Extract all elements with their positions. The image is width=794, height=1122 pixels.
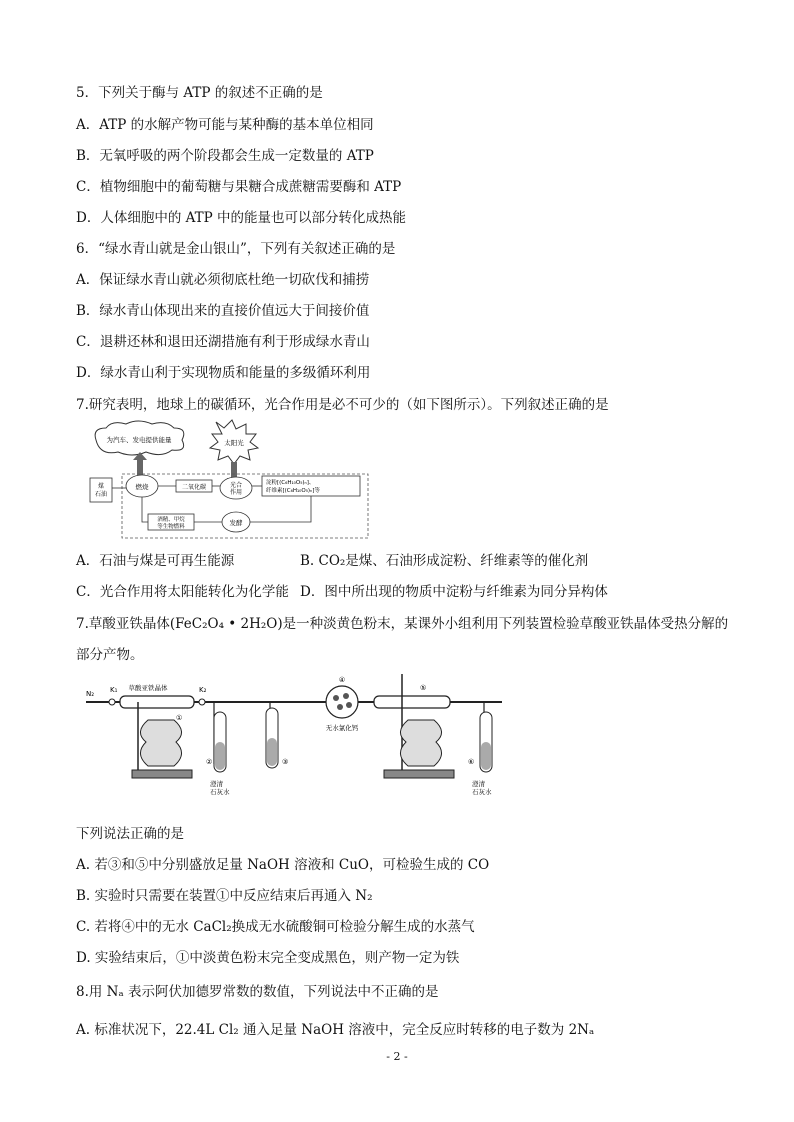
co2-label: 二氧化碳 bbox=[181, 484, 207, 491]
lime-water-1-label: 澄清石灰水 bbox=[210, 780, 230, 796]
q7b-option-c: C. 若将④中的无水 CaCl₂换成无水硫酸铜可检验分解生成的水蒸气 bbox=[76, 919, 475, 935]
tube-5 bbox=[374, 696, 450, 708]
photosynthesis-label: 光合作用 bbox=[229, 482, 243, 496]
coal-box bbox=[90, 478, 112, 502]
k1-label: K₁ bbox=[110, 686, 118, 694]
q7b-stem-line1: 7.草酸亚铁晶体(FeC₂O₄ • 2H₂O)是一种淡黄色粉末，某课外小组利用下列装置检验草酸亚铁晶体受热分解的 bbox=[76, 616, 729, 632]
q7a-option-b: B. CO₂是煤、石油形成淀粉、纤维素等的催化剂 bbox=[300, 553, 589, 569]
q7a-stem: 7.研究表明，地球上的碳循环，光合作用是必不可少的（如下图所示）。下列叙述正确的是 bbox=[76, 397, 609, 413]
apparatus-diagram bbox=[84, 672, 504, 806]
marker-2: ② bbox=[206, 758, 213, 766]
q7b-option-a: A. 若③和⑤中分别盛放足量 NaOH 溶液和 CuO，可检验生成的 CO bbox=[76, 857, 490, 873]
q6-option-c: C．退耕还林和退田还湖措施有利于形成绿水青山 bbox=[76, 334, 370, 350]
k1-valve-icon bbox=[109, 699, 115, 705]
q7b-lead: 下列说法正确的是 bbox=[76, 826, 184, 842]
q5-option-c: C．植物细胞中的葡萄糖与果糖合成蔗糖需要酶和 ATP bbox=[76, 179, 402, 195]
page-number: - 2 - bbox=[386, 1050, 408, 1063]
marker-1: ① bbox=[176, 714, 183, 722]
q5-option-d: D．人体细胞中的 ATP 中的能量也可以部分转化成热能 bbox=[76, 210, 407, 226]
sun-label: 太阳光 bbox=[224, 439, 244, 447]
q6-stem: 6．“绿水青山就是金山银山”，下列有关叙述正确的是 bbox=[76, 241, 396, 257]
q8-option-a: A. 标准状况下，22.4L Cl₂ 通入足量 NaOH 溶液中，完全反应时转移的电子数为 2Nₐ bbox=[76, 1022, 595, 1038]
marker-4: ④ bbox=[338, 676, 346, 684]
burner-5-icon bbox=[400, 720, 441, 766]
burner-1-icon bbox=[140, 720, 181, 766]
burn-label: 燃烧 bbox=[135, 483, 149, 491]
q5-option-a: A．ATP 的水解产物可能与某种酶的基本单位相同 bbox=[76, 117, 374, 133]
q5-option-b: B．无氧呼吸的两个阶段都会生成一定数量的 ATP bbox=[76, 148, 374, 164]
q6-option-b: B．绿水青山体现出来的直接价值远大于间接价值 bbox=[76, 303, 370, 319]
cacl2-label: 无水氯化钙 bbox=[325, 724, 359, 732]
q7a-option-d: D．图中所出现的物质中淀粉与纤维素为同分异构体 bbox=[300, 584, 608, 600]
coal-label: 煤石油 bbox=[94, 483, 108, 498]
q7a-option-a: A．石油与煤是可再生能源 bbox=[76, 553, 235, 569]
crystal-label: 草酸亚铁晶体 bbox=[128, 684, 168, 692]
q5-stem: 5．下列关于酶与 ATP 的叙述不正确的是 bbox=[76, 85, 323, 101]
q6-option-d: D．绿水青山利于实现物质和能量的多级循环利用 bbox=[76, 365, 371, 381]
drying-tube-4 bbox=[326, 686, 358, 718]
k2-label: K₂ bbox=[199, 686, 207, 694]
base-1 bbox=[132, 770, 192, 778]
q7b-option-b: B. 实验时只需要在装置①中反应结束后再通入 N₂ bbox=[76, 888, 373, 904]
carbon-cycle-diagram bbox=[86, 418, 376, 542]
tube-1 bbox=[120, 696, 194, 708]
q7b-option-d: D. 实验结束后，①中淡黄色粉末完全变成黑色，则产物一定为铁 bbox=[76, 950, 460, 966]
marker-5: ⑤ bbox=[420, 684, 427, 692]
biofuel-label: 酒精、甲烷等生物燃料 bbox=[157, 517, 185, 530]
q6-option-a: A．保证绿水青山就必须彻底杜绝一切砍伐和捕捞 bbox=[76, 272, 370, 288]
marker-3: ③ bbox=[282, 758, 289, 766]
lime-water-2-label: 澄清石灰水 bbox=[472, 780, 492, 796]
ferment-label: 发酵 bbox=[229, 519, 243, 527]
base-5 bbox=[384, 770, 454, 778]
q8-stem: 8.用 Nₐ 表示阿伏加德罗常数的数值，下列说法中不正确的是 bbox=[76, 984, 439, 1000]
q7a-option-c: C．光合作用将太阳能转化为化学能 bbox=[76, 584, 289, 600]
k2-valve-icon bbox=[199, 699, 205, 705]
energy-cloud-label: 为汽车、发电提供能量 bbox=[106, 436, 172, 444]
n2-label: N₂ bbox=[86, 690, 95, 698]
marker-6: ⑥ bbox=[468, 758, 475, 766]
q7b-stem-line2: 部分产物。 bbox=[76, 647, 144, 663]
starch-label: 淀粉[(C₆H₁₀O₅)ₙ]、纤维素[(C₆H₁₀O₅)ₙ]等 bbox=[266, 480, 320, 494]
